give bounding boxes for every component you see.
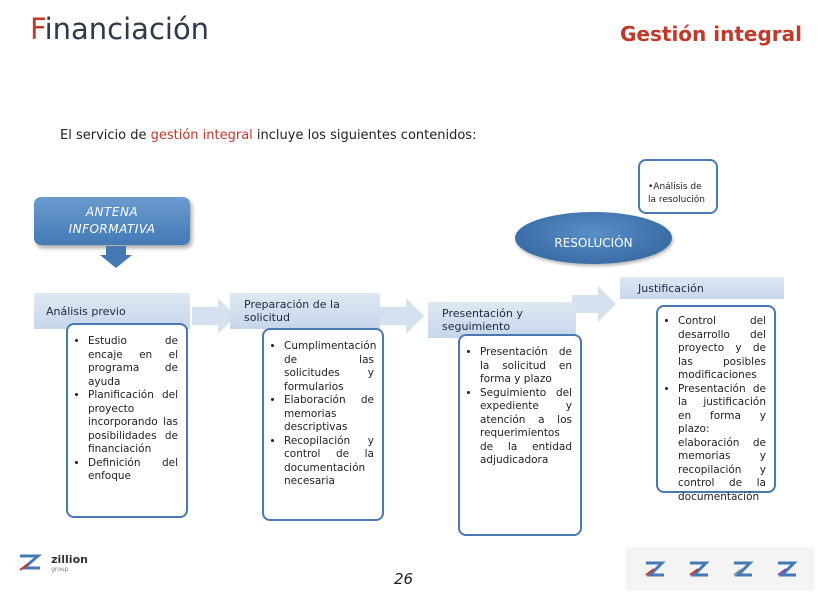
list-item: • Seguimiento del expediente y atención a los requerimientos de la entidad adjudicadora	[480, 387, 572, 468]
phase-title: Preparación de la solicitud	[244, 298, 340, 324]
section-brand: Gestión integral	[620, 22, 802, 46]
phase-card-analisis	[66, 323, 188, 518]
partner-logos-icon	[626, 547, 814, 591]
phase-title: Presentación y seguimiento	[442, 307, 523, 333]
antena-informativa-box	[34, 197, 190, 245]
phase-card-justificacion	[656, 305, 776, 503]
list-item: • Presentación de la solicitud en forma y plazo	[480, 346, 572, 387]
intro-after: incluye los siguientes contenidos:	[252, 128, 477, 143]
list-item: • Cumplimentación de las solicitudes y formularios	[284, 340, 374, 394]
resolucion-ellipse	[515, 212, 672, 264]
phase-card-preparacion	[262, 328, 384, 521]
list-item: • Definición del enfoque	[88, 457, 178, 484]
partner-logo-strip	[626, 547, 814, 591]
chevron-right-icon	[380, 298, 424, 334]
phase-header-justificacion	[620, 277, 784, 299]
intro-text	[60, 128, 476, 143]
intro-before: El servicio de	[60, 128, 151, 143]
page-title	[30, 12, 209, 46]
antena-line1: ANTENA	[85, 205, 139, 219]
resolucion-detail-text: •Análisis de la resolución	[648, 182, 705, 205]
list-item: • Recopilación y control de la documentación necesaria	[284, 435, 374, 489]
footer-logo	[18, 552, 88, 574]
list-item: • Elaboración de memorias descriptivas	[284, 394, 374, 435]
phase-header-preparacion	[230, 293, 380, 329]
list-item: • Planificación del proyecto incorporando las posibilidades de financiación	[88, 389, 178, 457]
page-number: 26	[394, 570, 414, 588]
antena-line2: INFORMATIVA	[68, 222, 156, 236]
title-initial: F	[30, 12, 45, 46]
logo-text: zillion	[51, 553, 88, 566]
chevron-right-icon	[572, 286, 616, 322]
resolucion-detail-box	[638, 159, 718, 214]
logo-subtext: group	[51, 566, 69, 573]
phase-card-presentacion	[458, 334, 582, 536]
resolucion-label: RESOLUCIÓN	[554, 236, 633, 250]
phase-title: Justificación	[638, 281, 704, 295]
list-item: • Estudio de encaje en el programa de ayuda	[88, 335, 178, 389]
intro-highlight: gestión integral	[150, 128, 253, 143]
down-arrow-icon	[100, 246, 132, 268]
list-item: • Presentación de la justificación en forma y plazo: elaboración de memorias y recopilación y control de la documentación	[678, 383, 766, 505]
list-item: • Control del desarrollo del proyecto y de las posibles modificaciones	[678, 315, 766, 383]
title-rest: inanciación	[44, 12, 210, 46]
phase-title: Análisis previo	[46, 304, 126, 318]
phase-header-presentacion	[428, 302, 576, 338]
zillion-logo-icon	[18, 552, 42, 574]
